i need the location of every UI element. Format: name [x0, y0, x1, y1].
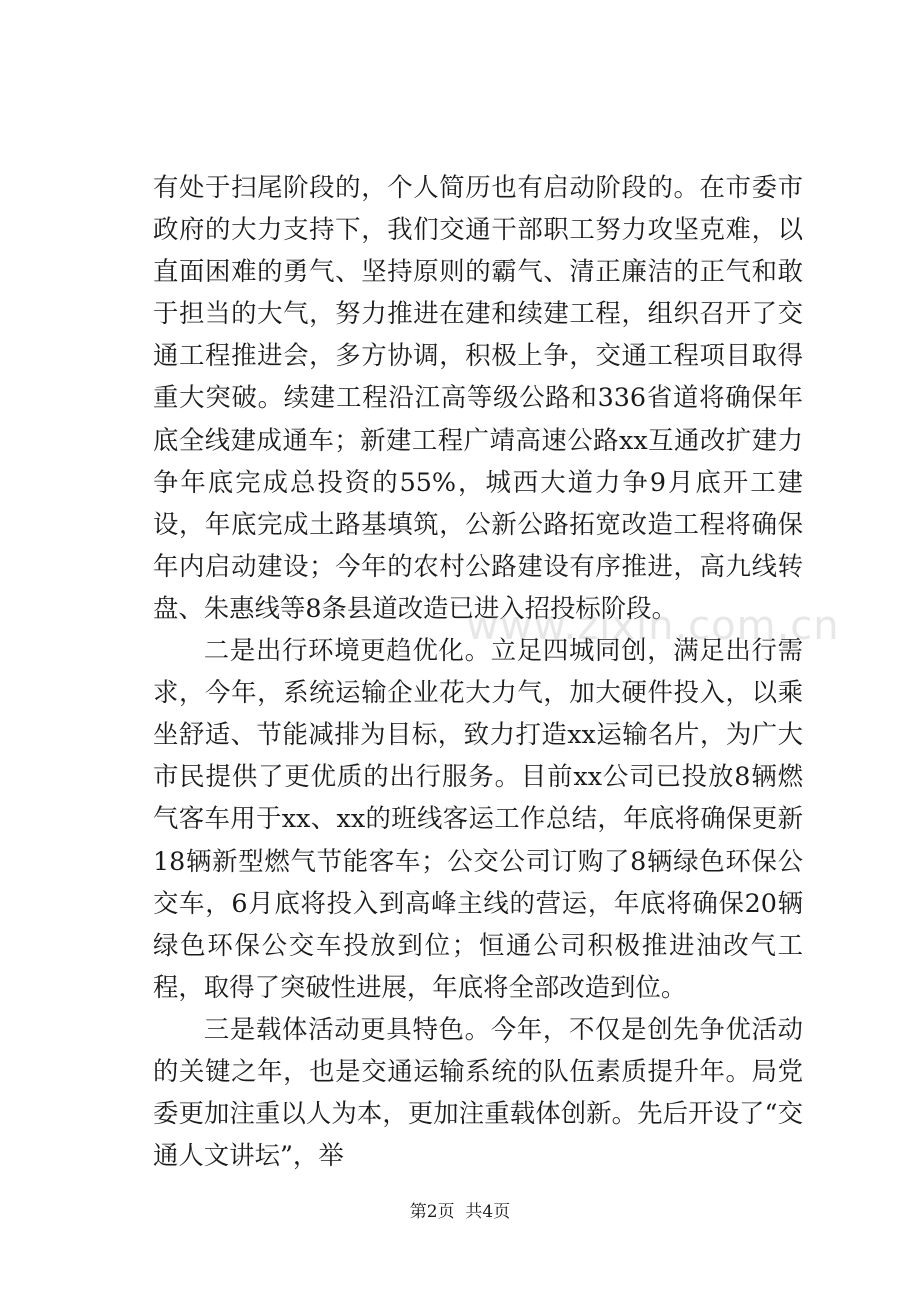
document-body: [153, 166, 803, 1176]
paragraph-2: 二是出行环境更趋优化。立足四城同创，满足出行需求，今年，系统运输企业花大力气，加大硬件投入，以乘坐舒适、节能减排为目标，致力打造xx运输名片，为广大市民提供了更优质的出行服务。目前xx公司已投放8辆燃气客车用于xx、xx的班线客运工作总结，年底将确保更新18辆新型燃气节能客车；公交公司订购了8辆绿色环保公交车，6月底将投入到高峰主线的营运，年底将确保20辆绿色环保公交车投放到位；恒通公司积极推进油改气工程，取得了突破性进展，年底将全部改造到位。: [153, 635, 803, 1002]
paragraph-1: 有处于扫尾阶段的，个人简历也有启动阶段的。在市委市政府的大力支持下，我们交通干部职工努力攻坚克难，以直面困难的勇气、坚持原则的霸气、清正廉洁的正气和敢于担当的大气，努力推进在建和续建工程，组织召开了交通工程推进会，多方协调，积极上争，交通工程项目取得重大突破。续建工程沿江高等级公路和336省道将确保年底全线建成通车；新建工程广靖高速公路xx互通改扩建力争年底完成总投资的55%，城西大道力争9月底开工建设，年底完成土路基填筑，公新公路拓宽改造工程将确保年内启动建设；今年的农村公路建设有序推进，高九线转盘、朱惠线等8条县道改造已进入招投标阶段。: [153, 172, 803, 623]
page-footer: [0, 1200, 920, 1224]
page-number-label: 第2页 共4页: [409, 1202, 511, 1222]
paragraph-3: 三是载体活动更具特色。今年，不仅是创先争优活动的关键之年，也是交通运输系统的队伍素质提升年。局党委更加注重以人为本，更加注重载体创新。先后开设了“交通人文讲坛”，举: [153, 1013, 803, 1171]
watermark-text: www.zixin.com.cn: [466, 603, 840, 649]
